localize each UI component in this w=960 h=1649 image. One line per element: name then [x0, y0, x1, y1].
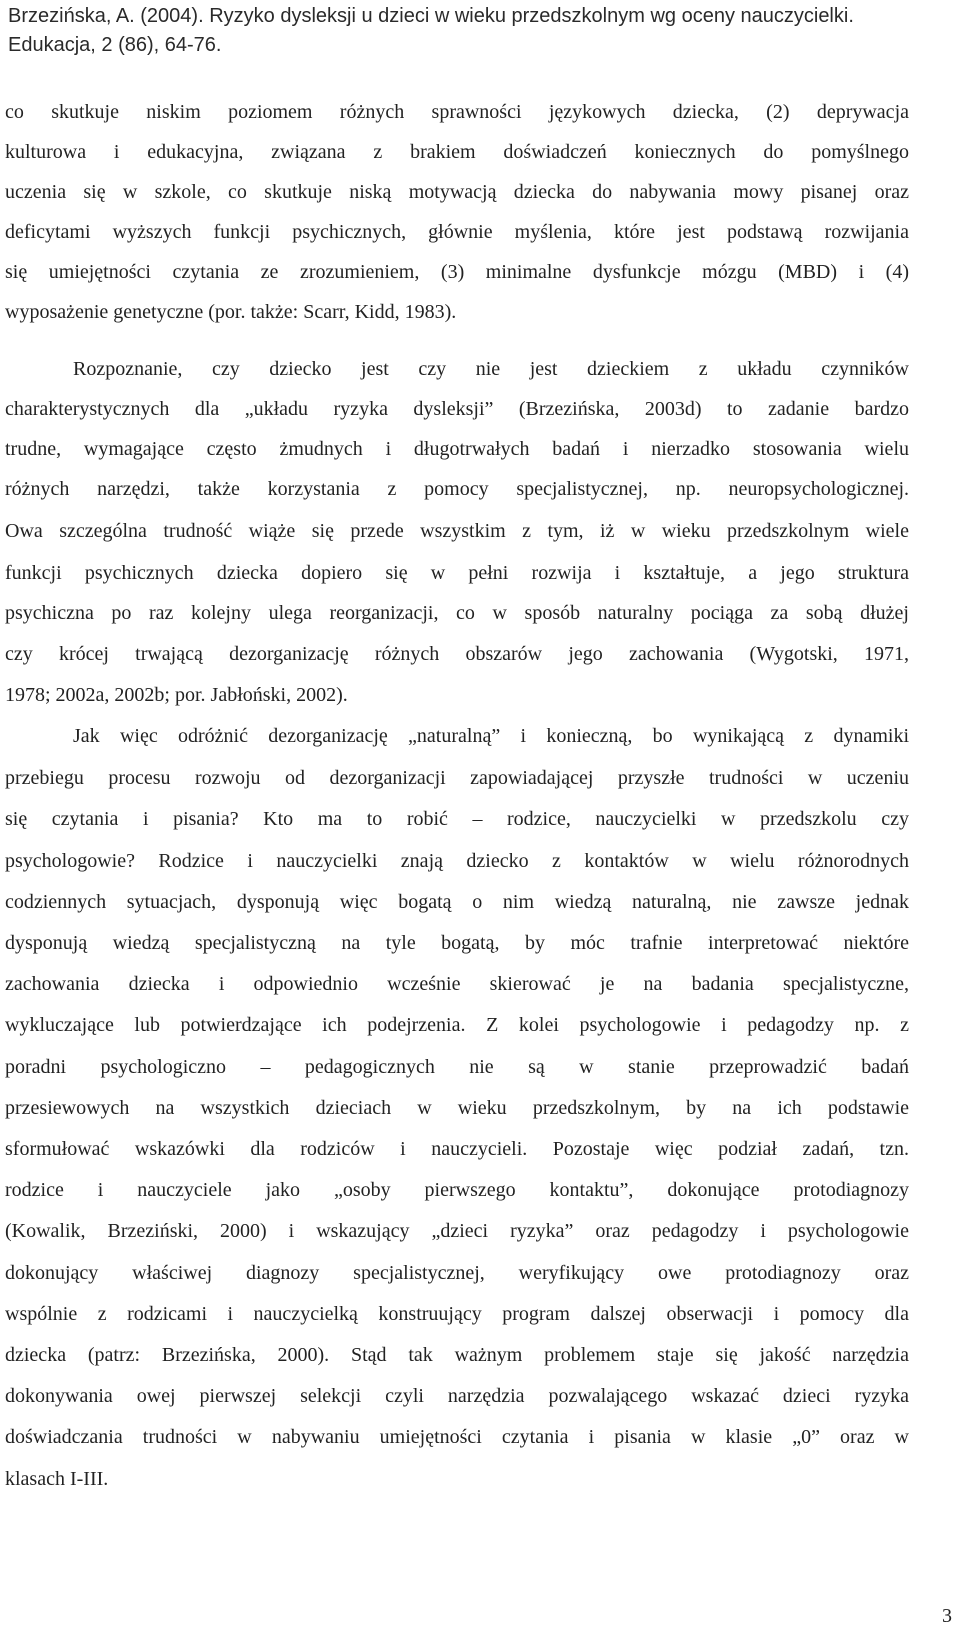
page-number: 3	[942, 1605, 952, 1627]
text-line: dziecka (patrz: Brzezińska, 2000). Stąd tak ważnym problemem staje się jakość narzędzia	[5, 1344, 909, 1366]
text-line: dokonywania owej pierwszej selekcji czyli narzędzia pozwalającego wskazać dzieci ryzyka	[5, 1385, 909, 1407]
text-line: charakterystycznych dla „układu ryzyka dysleksji” (Brzezińska, 2003d) to zadanie bardzo	[5, 398, 909, 420]
text-line: psychologowie? Rodzice i nauczycielki znają dziecko z kontaktów w wielu różnorodnych	[5, 850, 909, 872]
text-line: wykluczające lub potwierdzające ich podejrzenia. Z kolei psychologowie i pedagodzy np. z	[5, 1014, 909, 1036]
text-line: wyposażenie genetyczne (por. także: Scarr, Kidd, 1983).	[5, 301, 457, 323]
text-line: 1978; 2002a, 2002b; por. Jabłoński, 2002).	[5, 684, 348, 706]
text-line: zachowania dziecka i odpowiednio wcześnie skierować je na badania specjalistyczne,	[5, 973, 909, 995]
text-line: co skutkuje niskim poziomem różnych sprawności językowych dziecka, (2) deprywacja	[5, 101, 909, 123]
paragraph-first-line: Rozpoznanie, czy dziecko jest czy nie jest dzieckiem z układu czynników	[73, 358, 909, 380]
text-line: przesiewowych na wszystkich dzieciach w wieku przedszkolnym, by na ich podstawie	[5, 1097, 909, 1119]
citation-line-2: Edukacja, 2 (86), 64-76.	[8, 34, 222, 56]
text-line: klasach I-III.	[5, 1468, 109, 1490]
text-line: funkcji psychicznych dziecka dopiero się w pełni rozwija i kształtuje, a jego struktura	[5, 562, 909, 584]
text-line: różnych narzędzi, także korzystania z pomocy specjalistycznej, np. neuropsychologicznej.	[5, 478, 909, 500]
text-line: dokonujący właściwej diagnozy specjalistycznej, weryfikujący owe protodiagnozy oraz	[5, 1262, 909, 1284]
text-line: doświadczania trudności w nabywaniu umiejętności czytania i pisania w klasie „0” oraz w	[5, 1426, 909, 1448]
text-line: kulturowa i edukacyjna, związana z brakiem doświadczeń koniecznych do pomyślnego	[5, 141, 909, 163]
text-line: wspólnie z rodzicami i nauczycielką konstruujący program dalszej obserwacji i pomocy dla	[5, 1303, 909, 1325]
paragraph-first-line: Jak więc odróżnić dezorganizację „naturalną” i konieczną, bo wynikającą z dynamiki	[73, 725, 909, 747]
text-line: uczenia się w szkole, co skutkuje niską motywacją dziecka do nabywania mowy pisanej oraz	[5, 181, 909, 203]
text-line: sformułować wskazówki dla rodziców i nauczycieli. Pozostaje więc podział zadań, tzn.	[5, 1138, 909, 1160]
text-line: trudne, wymagające często żmudnych i długotrwałych badań i nierzadko stosowania wielu	[5, 438, 909, 460]
text-line: się czytania i pisania? Kto ma to robić – rodzice, nauczycielki w przedszkolu czy	[5, 808, 909, 830]
citation-line-1: Brzezińska, A. (2004). Ryzyko dysleksji u dzieci w wieku przedszkolnym wg oceny nauczycielki.	[8, 5, 854, 27]
text-line: rodzice i nauczyciele jako „osoby pierwszego kontaktu”, dokonujące protodiagnozy	[5, 1179, 909, 1201]
text-line: przebiegu procesu rozwoju od dezorganizacji zapowiadającej przyszłe trudności w uczeniu	[5, 767, 909, 789]
text-line: deficytami wyższych funkcji psychicznych, głównie myślenia, które jest podstawą rozwijania	[5, 221, 909, 243]
citation-header	[8, 2, 938, 60]
text-line: Owa szczególna trudność wiąże się przede wszystkim z tym, iż w wieku przedszkolnym wiele	[5, 520, 909, 542]
text-line: dysponują wiedzą specjalistyczną na tyle bogatą, by móc trafnie interpretować niektóre	[5, 932, 909, 954]
text-line: czy krócej trwającą dezorganizację różnych obszarów jego zachowania (Wygotski, 1971,	[5, 643, 909, 665]
text-line: się umiejętności czytania ze zrozumieniem, (3) minimalne dysfunkcje mózgu (MBD) i (4)	[5, 261, 909, 283]
text-line: codziennych sytuacjach, dysponują więc bogatą o nim wiedzą naturalną, nie zawsze jednak	[5, 891, 909, 913]
text-line: psychiczna po raz kolejny ulega reorganizacji, co w sposób naturalny pociąga za sobą dłużej	[5, 602, 909, 624]
text-line: poradni psychologiczno – pedagogicznych nie są w stanie przeprowadzić badań	[5, 1056, 909, 1078]
text-line: (Kowalik, Brzeziński, 2000) i wskazujący „dzieci ryzyka” oraz pedagodzy i psychologowie	[5, 1220, 909, 1242]
